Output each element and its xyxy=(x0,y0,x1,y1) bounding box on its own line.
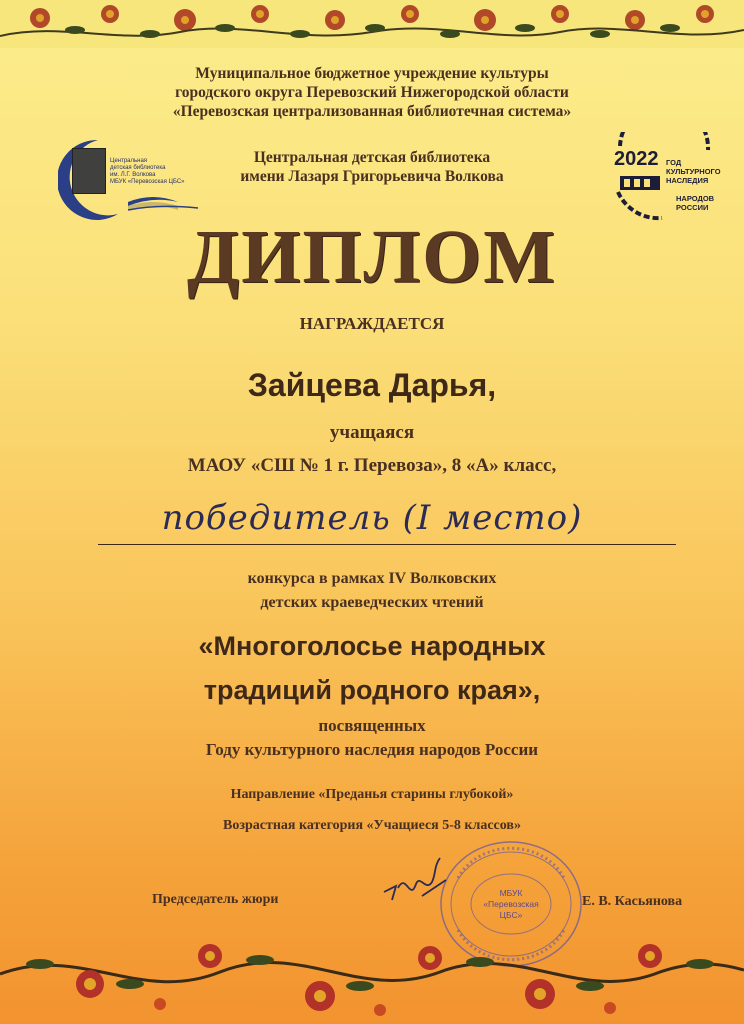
age-category: Возрастная категория «Учащиеся 5-8 классов» xyxy=(223,818,521,833)
signature-role: Председатель жюри xyxy=(152,892,279,907)
recipient-status: учащаяся xyxy=(329,422,415,443)
portrait-photo xyxy=(72,148,106,194)
dedicated-line-1: посвященных xyxy=(318,716,426,735)
contest-line-1: конкурса в рамках IV Волковских xyxy=(247,570,497,587)
year-of-heritage-logo xyxy=(612,132,720,222)
org-line-2: городского округа Перевозский Нижегородской области xyxy=(175,84,569,101)
bottom-floral-border xyxy=(0,914,744,1024)
organization-header xyxy=(0,64,744,121)
logo-text: Центральная детская библиотека им. Л.Г. Волкова МБУК «Перевозская ЦБС» xyxy=(110,158,185,185)
theme-line-1: «Многоголосье народных xyxy=(198,631,546,661)
contest-line-2: детских краеведческих чтений xyxy=(260,594,484,611)
signature-name: Е. В. Касьянова xyxy=(582,894,683,909)
logo-caption: ГОД КУЛЬТУРНОГО НАСЛЕДИЯ xyxy=(666,158,721,185)
library-line-1: Центральная детская библиотека xyxy=(253,149,491,166)
handwritten-signature xyxy=(376,852,466,916)
stamp-line-3: ЦБС» xyxy=(499,910,523,920)
contest-description xyxy=(0,567,744,615)
stamp-line-1: МБУК xyxy=(499,888,523,898)
stamp-line-2: «Перевозская xyxy=(483,899,539,909)
contest-direction: Направление «Преданья старины глубокой» xyxy=(230,787,514,802)
logo-year: 2022 xyxy=(614,148,659,170)
contest-theme xyxy=(0,624,744,712)
logo-caption-2: НАРОДОВ РОССИИ xyxy=(676,194,715,212)
top-floral-border xyxy=(0,0,744,48)
library-logo xyxy=(58,134,208,222)
dedication xyxy=(0,714,744,762)
recipient-name: Зайцева Дарья, xyxy=(247,367,497,403)
dedicated-line-2: Году культурного наследия народов России xyxy=(205,740,539,759)
theme-line-2: традиций родного края», xyxy=(203,675,541,705)
handwritten-place: победитель (I место) xyxy=(161,498,583,538)
awarded-label: НАГРАЖДАЕТСЯ xyxy=(299,314,445,333)
org-line-3: «Перевозская централизованная библиотечная система» xyxy=(172,103,572,120)
recipient-school: МАОУ «СШ № 1 г. Перевоза», 8 «А» класс, xyxy=(187,455,557,476)
place-underline xyxy=(98,544,676,545)
diploma-title: ДИПЛОМ xyxy=(187,215,557,299)
org-line-1: Муниципальное бюджетное учреждение культуры xyxy=(195,65,549,82)
library-line-2: имени Лазаря Григорьевича Волкова xyxy=(240,168,504,185)
